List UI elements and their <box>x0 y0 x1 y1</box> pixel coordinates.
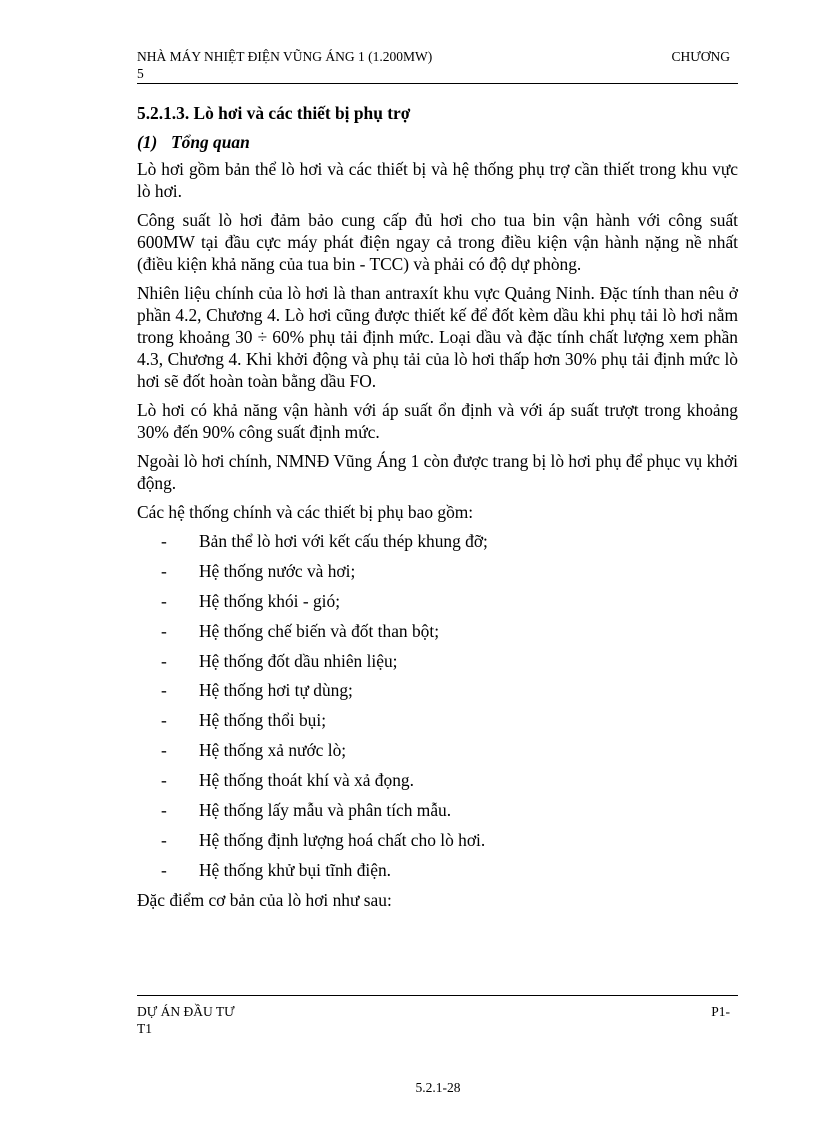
bullet-dash: - <box>161 740 167 761</box>
list-item <box>137 650 738 672</box>
list-item-text: Hệ thống khói - gió; <box>199 590 341 611</box>
subsection-heading <box>137 131 738 153</box>
footer-part-number: T1 <box>137 1021 152 1036</box>
bullet-dash: - <box>161 800 167 821</box>
list-item-text: Bản thể lò hơi với kết cấu thép khung đỡ; <box>199 531 488 551</box>
list-item-text: Hệ thống thoát khí và xả đọng. <box>199 770 414 791</box>
list-item-text: Hệ thống đốt dầu nhiên liệu; <box>199 650 398 671</box>
paragraph: Lò hơi gồm bản thể lò hơi và các thiết bị và hệ thống phụ trợ cần thiết trong khu vực lò hơi. <box>137 159 738 201</box>
list-item-text: Hệ thống hơi tự dùng; <box>199 680 353 701</box>
section-heading: 5.2.1.3. Lò hơi và các thiết bị phụ trợ <box>137 103 411 123</box>
list-item-text: Hệ thống định lượng hoá chất cho lò hơi. <box>199 829 486 850</box>
subsection-title: Tổng quan <box>171 132 250 152</box>
bullet-dash: - <box>161 590 167 611</box>
list-item-text: Hệ thống khử bụi tĩnh điện. <box>199 859 392 880</box>
list-item <box>137 620 738 642</box>
page-number: 5.2.1-28 <box>415 1080 461 1095</box>
list-item <box>137 709 738 731</box>
list-item-text: Hệ thống nước và hơi; <box>199 560 356 581</box>
footer-divider <box>137 995 738 996</box>
page-body <box>137 102 738 918</box>
bullet-dash: - <box>161 680 167 701</box>
list-item-text: Hệ thống lấy mẫu và phân tích mẫu. <box>199 800 452 821</box>
list-item <box>137 679 738 701</box>
paragraph: Các hệ thống chính và các thiết bị phụ bao gồm: <box>137 502 474 522</box>
list-item-text: Hệ thống chế biến và đốt than bột; <box>199 620 440 641</box>
paragraph: Nhiên liệu chính của lò hơi là than antraxít khu vực Quảng Ninh. Đặc tính than nêu ở phần 4.2, Chương 4. Lò hơi cũng được thiết kế để đốt kèm dầu khi phụ tải lò hơi nằm trong khoảng 30 ÷ 60% phụ tải định mức. Loại dầu và đặc tính chất lượng xem phần 4.3, Chương 4. Khi khởi động và phụ tải của lò hơi thấp hơn 30% phụ tải định mức lò hơi sẽ đốt hoàn toàn bằng dầu FO. <box>137 283 738 391</box>
paragraph: Ngoài lò hơi chính, NMNĐ Vũng Áng 1 còn được trang bị lò hơi phụ để phục vụ khởi động. <box>137 451 738 493</box>
list-item <box>137 829 738 851</box>
bullet-dash: - <box>161 531 167 551</box>
bullet-dash: - <box>161 859 167 880</box>
bullet-dash: - <box>161 620 167 641</box>
list-item <box>137 859 738 881</box>
list-item <box>137 560 738 582</box>
list-item-text: Hệ thống thổi bụi; <box>199 710 327 731</box>
bullet-dash: - <box>161 710 167 731</box>
bullet-dash: - <box>161 650 167 671</box>
header-chapter-label: CHƯƠNG <box>671 49 730 64</box>
list-item <box>137 530 738 552</box>
list-item <box>137 799 738 821</box>
paragraph: Lò hơi có khả năng vận hành với áp suất ổn định và với áp suất trượt trong khoảng 30% đến 90% công suất định mức. <box>137 400 738 442</box>
bullet-dash: - <box>161 829 167 850</box>
header-chapter-number: 5 <box>137 66 144 81</box>
closing-paragraph: Đặc điểm cơ bản của lò hơi như sau: <box>137 889 392 910</box>
systems-list <box>137 530 738 881</box>
bullet-dash: - <box>161 770 167 791</box>
list-item-text: Hệ thống xả nước lò; <box>199 740 347 761</box>
header-project-title: NHÀ MÁY NHIỆT ĐIỆN VŨNG ÁNG 1 (1.200MW) <box>137 49 433 64</box>
bullet-dash: - <box>161 560 167 581</box>
list-item <box>137 739 738 761</box>
footer-project-label: DỰ ÁN ĐẦU TƯ <box>137 1004 235 1019</box>
footer-part-label: P1- <box>711 1004 730 1019</box>
list-item <box>137 769 738 791</box>
list-item <box>137 590 738 612</box>
subsection-number: (1) <box>137 132 158 152</box>
header-divider <box>137 83 738 84</box>
paragraph: Công suất lò hơi đảm bảo cung cấp đủ hơi cho tua bin vận hành với công suất 600MW tại đầu cực máy phát điện ngay cả trong điều kiện vận hành nặng nề nhất (điều kiện khả năng của tua bin - TCC) và phải có độ dự phòng. <box>137 210 738 274</box>
